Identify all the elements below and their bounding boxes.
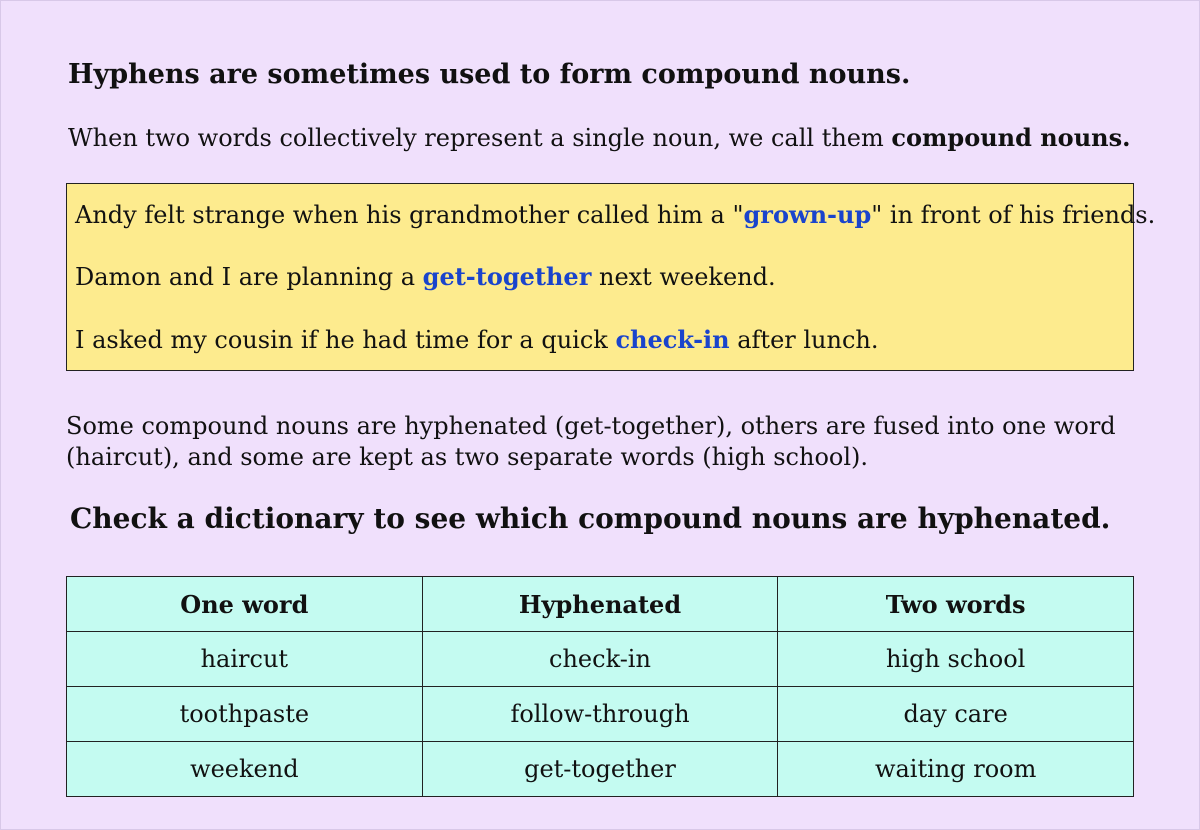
table-cell: check-in <box>422 632 778 687</box>
table-cell: get-together <box>422 742 778 797</box>
example-box <box>66 183 1156 371</box>
example-text: after lunch. <box>729 326 879 354</box>
table-cell: haircut <box>67 632 423 687</box>
example-highlight: grown-up <box>743 200 872 229</box>
example-highlight: check-in <box>615 325 730 354</box>
intro-sentence: When two words collectively represent a single noun, we call them <box>68 124 892 152</box>
intro-text <box>68 123 1130 152</box>
example-text: next weekend. <box>591 263 776 291</box>
table-header-row <box>67 577 1134 632</box>
example-highlight: get-together <box>422 262 592 291</box>
compound-nouns-table <box>66 576 1134 797</box>
table-cell: toothpaste <box>67 687 423 742</box>
example-text: Andy felt strange when his grandmother called him a " <box>75 201 744 229</box>
example-sentence <box>75 200 1155 229</box>
table-row <box>67 742 1134 797</box>
table-row <box>67 632 1134 687</box>
example-sentence <box>75 325 879 354</box>
table-cell: follow-through <box>422 687 778 742</box>
table-cell: day care <box>778 687 1134 742</box>
example-text: Damon and I are planning a <box>75 263 423 291</box>
column-header-one-word: One word <box>67 577 423 632</box>
column-header-two-words: Two words <box>778 577 1134 632</box>
example-text: " in front of his friends. <box>871 201 1156 229</box>
example-text: I asked my cousin if he had time for a quick <box>75 326 616 354</box>
section-heading: Check a dictionary to see which compound nouns are hyphenated. <box>70 502 1111 535</box>
table-cell: weekend <box>67 742 423 797</box>
example-sentence <box>75 262 776 291</box>
intro-term: compound nouns. <box>891 123 1131 152</box>
table-cell: high school <box>778 632 1134 687</box>
page-heading: Hyphens are sometimes used to form compound nouns. <box>68 59 911 90</box>
table-row <box>67 687 1134 742</box>
column-header-hyphenated: Hyphenated <box>422 577 778 632</box>
explanation-paragraph: Some compound nouns are hyphenated (get-together), others are fused into one word (haircut), and some are kept as two separate words (high school). <box>66 412 1116 471</box>
table-cell: waiting room <box>778 742 1134 797</box>
